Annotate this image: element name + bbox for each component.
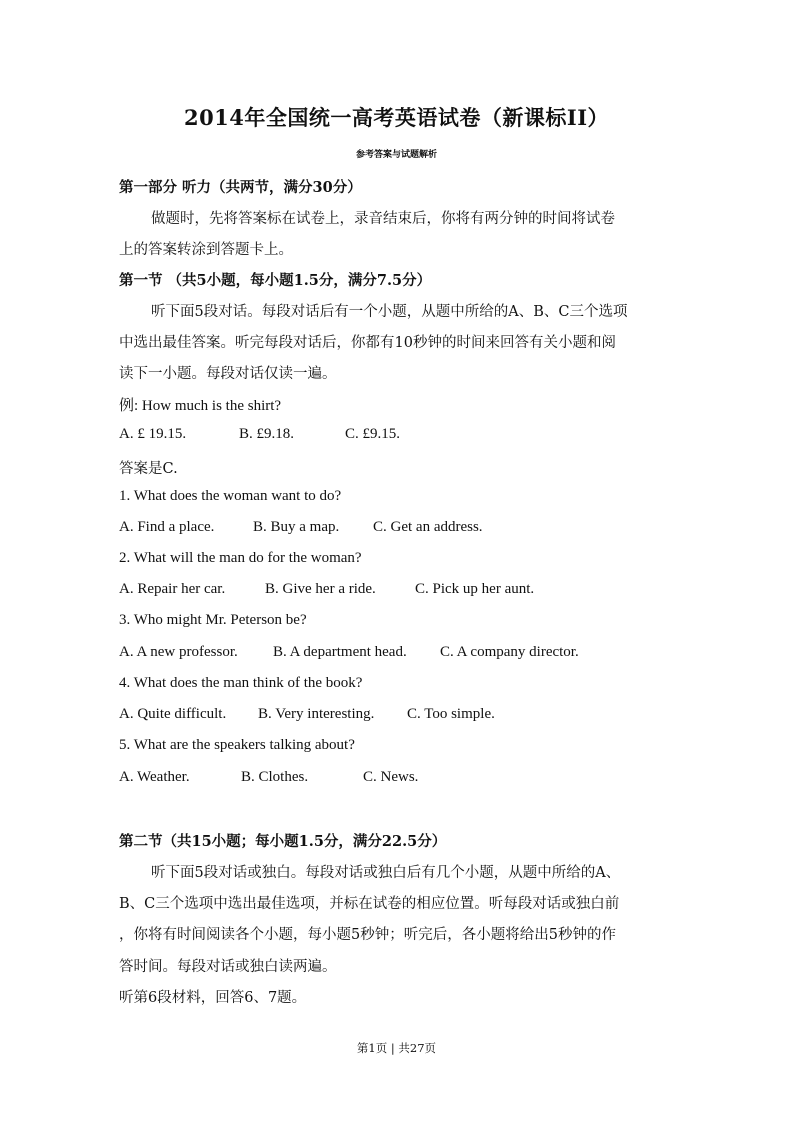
- option-a: A. Quite difficult.: [119, 706, 227, 722]
- part1-instruction-line: 做题时，先将答案标在试卷上，录音结束后，你将有两分钟的时间将试卷: [151, 211, 615, 227]
- option-b: B. A department head.: [273, 644, 407, 660]
- option-a: A. £ 19.15.: [119, 426, 187, 442]
- section2-instruction-line: B、C三个选项中选出最佳选项，并标在试卷的相应位置。听每段对话或独白前: [119, 896, 620, 912]
- part1-heading: 第一部分 听力（共两节，满分30分）: [119, 179, 362, 196]
- section2-instruction-line: 答时间。每段对话或独白读两遍。: [119, 959, 337, 975]
- option-a: A. Weather.: [119, 769, 190, 785]
- option-c: C. £9.15.: [345, 426, 401, 442]
- section2-prompt: 听第6段材料，回答6、7题。: [119, 990, 307, 1006]
- option-a: A. A new professor.: [119, 644, 238, 660]
- question-3: 3. Who might Mr. Peterson be?: [119, 612, 307, 628]
- section2-instruction-line: ，你将有时间阅读各个小题，每小题5秒钟；听完后，各小题将给出5秒钟的作: [119, 927, 616, 943]
- option-c: C. Pick up her aunt.: [415, 581, 535, 597]
- question-4: 4. What does the man think of the book?: [119, 675, 363, 691]
- page-footer: 第1页 | 共27页: [356, 1041, 437, 1055]
- section1-instruction-line: 读下一小题。每段对话仅读一遍。: [119, 366, 337, 382]
- option-a: A. Find a place.: [119, 519, 215, 535]
- page-subtitle: 参考答案与试题解析: [355, 150, 437, 160]
- part1-instruction-line: 上的答案转涂到答题卡上。: [119, 242, 293, 258]
- option-c: C. A company director.: [440, 644, 579, 660]
- example-answer: 答案是C.: [119, 461, 178, 477]
- section1-instruction-line: 中选出最佳答案。听完每段对话后，你都有10秒钟的时间来回答有关小题和阅: [119, 335, 616, 351]
- option-c: C. News.: [363, 769, 419, 785]
- option-a: A. Repair her car.: [119, 581, 226, 597]
- section2-heading: 第二节（共15小题；每小题1.5分，满分22.5分）: [119, 833, 447, 850]
- section1-heading: 第一节 （共5小题，每小题1.5分，满分7.5分）: [119, 272, 432, 289]
- section1-instruction-line: 听下面5段对话。每段对话后有一个小题，从题中所给的A、B、C三个选项: [151, 304, 628, 320]
- section2-instruction-line: 听下面5段对话或独白。每段对话或独白后有几个小题，从题中所给的A、: [151, 865, 621, 881]
- option-b: B. £9.18.: [239, 426, 295, 442]
- option-b: B. Give her a ride.: [265, 581, 376, 597]
- option-b: B. Clothes.: [241, 769, 309, 785]
- example-question: 例: How much is the shirt?: [119, 398, 282, 414]
- option-c: C. Too simple.: [407, 706, 495, 722]
- option-c: C. Get an address.: [373, 519, 483, 535]
- question-2: 2. What will the man do for the woman?: [119, 550, 362, 566]
- option-b: B. Very interesting.: [258, 706, 375, 722]
- page-title: 2014年全国统一高考英语试卷（新课标II）: [183, 105, 610, 130]
- question-5: 5. What are the speakers talking about?: [119, 737, 355, 753]
- question-1: 1. What does the woman want to do?: [119, 488, 342, 504]
- option-b: B. Buy a map.: [253, 519, 340, 535]
